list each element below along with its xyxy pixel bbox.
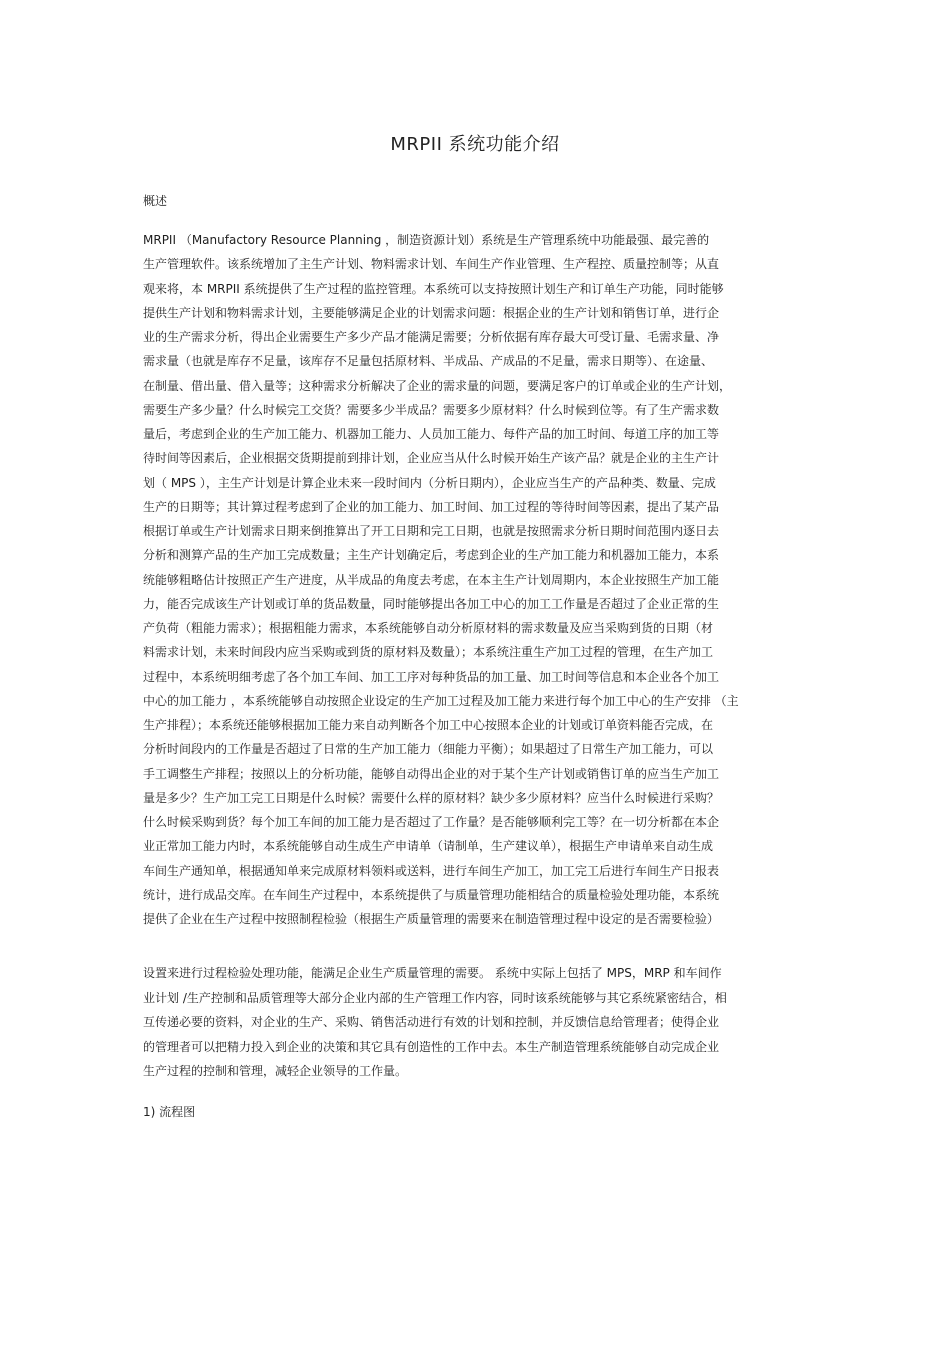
text-line: 统能够粗略估计按照正产生产进度，从半成品的角度去考虑，在本主生产计划周期内，本企业按照生产加工能	[143, 572, 720, 587]
text-line: 需要生产多少量？什么时候完工交货？需要多少半成品？需要多少原材料？什么时候到位等。有了生产需求数	[143, 402, 720, 417]
text-line: 的管理者可以把精力投入到企业的决策和其它具有创造性的工作中去。本生产制造管理系统能够自动完成企业	[143, 1039, 720, 1054]
document-title: MRPII 系统功能介绍	[390, 134, 560, 155]
text-line: 业计划 /生产控制和品质管理等大部分企业内部的生产管理工作内容，同时该系统能够与其它系统紧密结合，相	[143, 990, 727, 1005]
text-line: 划（ MPS ），主生产计划是计算企业未来一段时间内（分析日期内），企业应当生产的产品种类、数量、完成	[143, 475, 716, 490]
text-line: 需求量（也就是库存不足量，该库存不足量包括原材料、半成品、产成品的不足量，需求日期等）、在途量、	[143, 354, 714, 369]
text-line: 生产管理软件。该系统增加了主生产计划、物料需求计划、车间生产作业管理、生产程控、质量控制等；从直	[143, 257, 720, 272]
text-line: 过程中，本系统明细考虑了各个加工车间、加工工序对每种货品的加工量、加工时间等信息和本企业各个加工	[143, 669, 720, 684]
text-line: 分析时间段内的工作量是否超过了日常的生产加工能力（细能力平衡）；如果超过了日常生产加工能力，可以	[143, 742, 714, 757]
text-line: 待时间等因素后，企业根据交货期提前到排计划，企业应当从什么时候开始生产该产品？就是企业的主生产计	[143, 451, 720, 466]
text-line: 互传递必要的资料，对企业的生产、采购、销售活动进行有效的计划和控制，并反馈信息给管理者；使得企业	[143, 1015, 720, 1029]
text-line: 提供生产计划和物料需求计划，主要能够满足企业的计划需求问题：根据企业的生产计划和销售订单，进行企	[143, 305, 720, 320]
text-line: 业的生产需求分析，得出企业需要生产多少产品才能满足需要；分析依据有库存最大可受订量、毛需求量、净	[143, 330, 720, 344]
text-line: MRPII （Manufactory Resource Planning ，制造资源计划）系统是生产管理系统中功能最强、最完善的	[143, 233, 710, 247]
text-line: 料需求计划，未来时间段内应当采购或到货的原材料及数量）；本系统注重生产加工过程的管理，在生产加工	[143, 645, 714, 660]
text-line: 生产排程）；本系统还能够根据加工能力来自动判断各个加工中心按照本企业的计划或订单资料能否完成，在	[143, 718, 714, 732]
flowchart-heading: 1) 流程图	[143, 1105, 196, 1119]
text-line: 根据订单或生产计划需求日期来倒推算出了开工日期和完工日期，也就是按照需求分析日期时间范围内逐日去	[143, 524, 720, 538]
text-line: 统计，进行成品交库。在车间生产过程中，本系统提供了与质量管理功能相结合的质量检验处理功能，本系统	[143, 887, 720, 902]
text-line: 手工调整生产排程；按照以上的分析功能，能够自动得出企业的对于某个生产计划或销售订单的应当生产加工	[143, 766, 720, 781]
text-line: 提供了企业在生产过程中按照制程检验（根据生产质量管理的需要来在制造管理过程中设定的是否需要检验）	[143, 912, 720, 926]
text-line: 生产的日期等；其计算过程考虑到了企业的加工能力、加工时间、加工过程的等待时间等因素，提出了某产品	[143, 499, 720, 514]
text-line: 设置来进行过程检验处理功能，能满足企业生产质量管理的需要。 系统中实际上包括了 MPS，MRP 和车间作	[143, 966, 722, 980]
text-line: 产负荷（粗能力需求）；根据粗能力需求，本系统能够自动分析原材料的需求数量及应当采购到货的日期（材	[143, 621, 714, 635]
text-line: 车间生产通知单，根据通知单来完成原材料领料或送料，进行车间生产加工，加工完工后进行车间生产日报表	[143, 863, 720, 878]
overview-heading: 概述	[143, 194, 168, 208]
text-line: 量后，考虑到企业的生产加工能力、机器加工能力、人员加工能力、每件产品的加工时间、每道工序的加工等	[143, 427, 720, 441]
text-line: 生产过程的控制和管理，减轻企业领导的工作量。	[143, 1064, 408, 1078]
text-line: 在制量、借出量、借入量等；这种需求分析解决了企业的需求量的问题，要满足客户的订单或企业的生产计划，	[143, 378, 732, 393]
text-line: 业正常加工能力内时，本系统能够自动生成生产申请单（请制单，生产建议单），根据生产申请单来自动生成	[143, 839, 714, 854]
text-line: 什么时候采购到货？每个加工车间的加工能力是否超过了工作量？是否能够顺利完工等？在一切分析都在本企	[143, 815, 720, 829]
text-line: 观来将，本 MRPII 系统提供了生产过程的监控管理。本系统可以支持按照计划生产和订单生产功能，同时能够	[143, 281, 724, 296]
text-line: 量是多少？生产加工完工日期是什么时候？需要什么样的原材料？缺少多少原材料？应当什么时候进行采购？	[143, 790, 720, 805]
text-line: 分析和测算产品的生产加工完成数量；主生产计划确定后，考虑到企业的生产加工能力和机器加工能力，本系	[143, 548, 720, 563]
text-line: 中心的加工能力 ，本系统能够自动按照企业设定的生产加工过程及加工能力来进行每个加工中心的生产安排 （主	[143, 693, 739, 708]
text-line: 力，能否完成该生产计划或订单的货品数量，同时能够提出各加工中心的加工工作量是否超过了企业正常的生	[143, 596, 720, 611]
